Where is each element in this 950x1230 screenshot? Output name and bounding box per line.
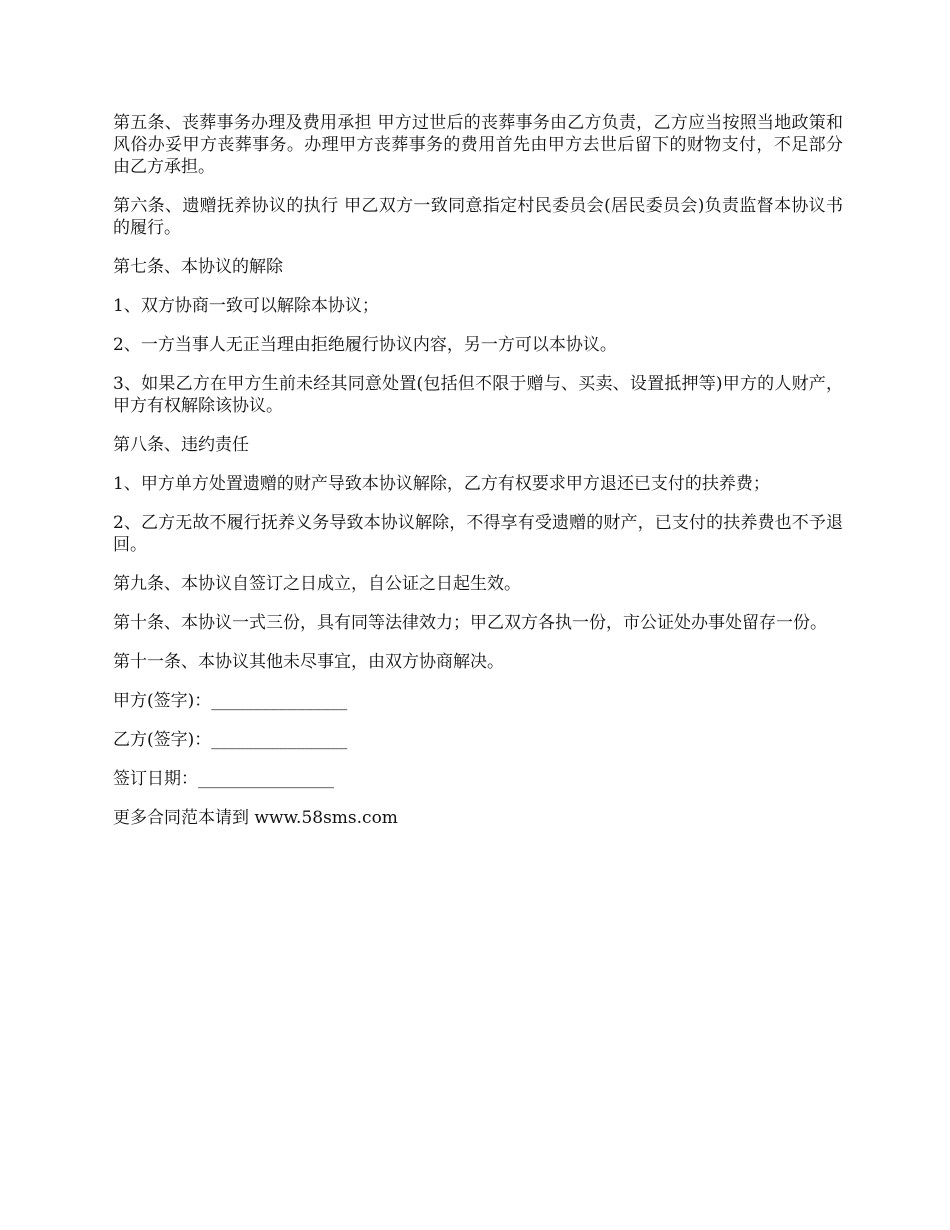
clause-8-heading: 第八条、违约责任 <box>113 435 249 455</box>
clause-8-item-2: 2、乙方无故不履行抚养义务导致本协议解除，不得享有受遗赠的财产，已支付的扶养费也不予退回。 <box>113 513 843 555</box>
clause-8-item-1: 1、甲方单方处置遗赠的财产导致本协议解除，乙方有权要求甲方退还已支付的扶养费； <box>113 474 770 494</box>
clause-6-execution: 第六条、遗赠抚养协议的执行 甲乙双方一致同意指定村民委员会(居民委员会)负责监督本协议书的履行。 <box>113 196 843 238</box>
signing-date: 签订日期：________________ <box>113 769 334 789</box>
clause-10: 第十条、本协议一式三份，具有同等法律效力；甲乙双方各执一份，市公证处办事处留存一份。 <box>113 613 827 633</box>
clause-7-item-1: 1、双方协商一致可以解除本协议； <box>113 296 379 316</box>
clause-7-item-2: 2、一方当事人无正当理由拒绝履行协议内容，另一方可以本协议。 <box>113 335 617 355</box>
clause-5-funeral: 第五条、丧葬事务办理及费用承担 甲方过世后的丧葬事务由乙方负责，乙方应当按照当地政策和风俗办妥甲方丧葬事务。办理甲方丧葬事务的费用首先由甲方去世后留下的财物支付，不足部分由乙方承担。 <box>113 113 843 177</box>
document-page <box>113 112 843 846</box>
clause-9: 第九条、本协议自签订之日成立，自公证之日起生效。 <box>113 574 521 594</box>
signature-party-b: 乙方(签字)：________________ <box>113 730 348 750</box>
clause-11: 第十一条、本协议其他未尽事宜，由双方协商解决。 <box>113 652 504 672</box>
clause-7-heading: 第七条、本协议的解除 <box>113 257 283 277</box>
signature-party-a: 甲方(签字)：________________ <box>113 691 348 711</box>
footer-link-text: 更多合同范本请到 www.58sms.com <box>113 808 398 828</box>
clause-7-item-3: 3、如果乙方在甲方生前未经其同意处置(包括但不限于赠与、买卖、设置抵押等)甲方的人财产，甲方有权解除该协议。 <box>113 374 843 416</box>
